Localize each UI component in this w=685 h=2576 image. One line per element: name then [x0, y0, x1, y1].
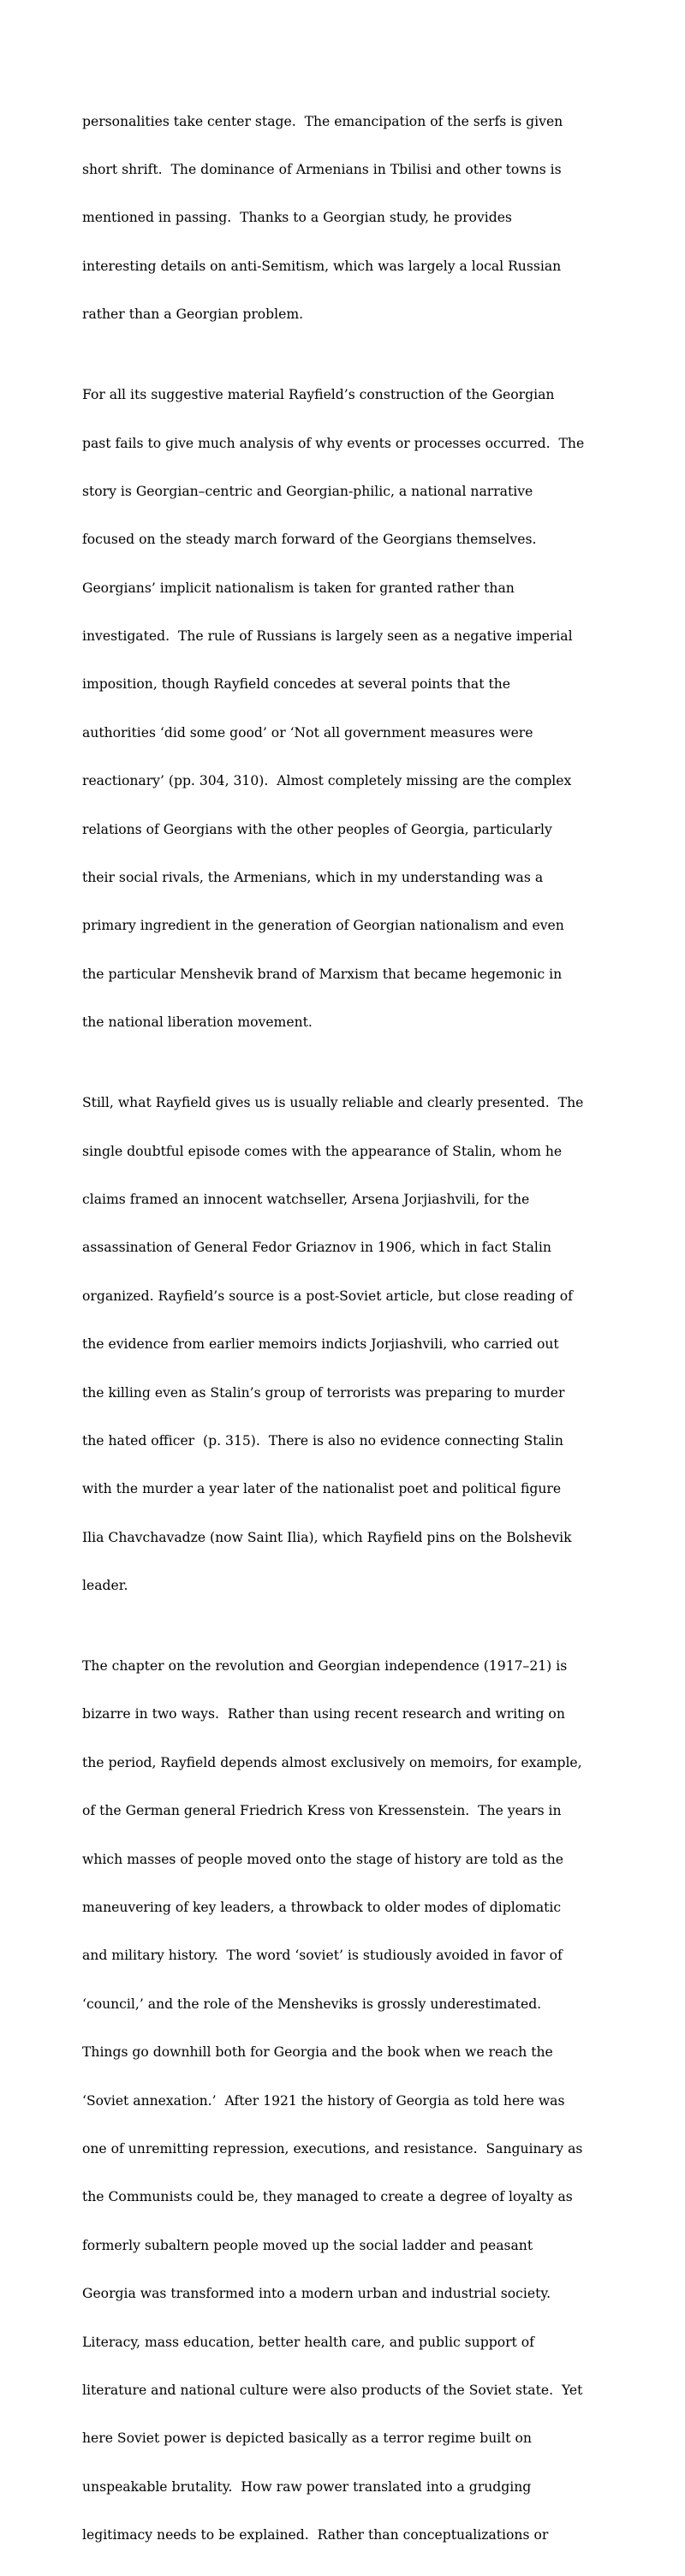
- text-line: organized. Rayfield’s source is a post-Soviet article, but close reading of: [82, 1288, 573, 1304]
- text-line: their social rivals, the Armenians, which in my understanding was a: [82, 870, 544, 886]
- text-line: the hated officer (p. 315). There is also no evidence connecting Stalin: [82, 1432, 563, 1449]
- text-line: leader.: [82, 1578, 128, 1594]
- text-line: the national liberation movement.: [82, 1014, 313, 1031]
- text-line: mentioned in passing. Thanks to a Georgian study, he provides: [82, 210, 512, 226]
- text-line: literature and national culture were also products of the Soviet state. Yet: [82, 2382, 583, 2398]
- paragraph-4: [82, 1627, 606, 2576]
- text-line: imposition, though Rayfield concedes at several points that the: [82, 676, 510, 693]
- text-line: single doubtful episode comes with the appearance of Stalin, whom he: [82, 1143, 563, 1159]
- text-line: interesting details on anti-Semitism, which was largely a local Russian: [82, 258, 562, 274]
- text-line: Ilia Chavchavadze (now Saint Ilia), which Rayfield pins on the Bolshevik: [82, 1529, 572, 1545]
- paragraph-2: [82, 355, 606, 1063]
- text-line: ‘Soviet annexation.’ After 1921 the history of Georgia as told here was: [82, 2092, 565, 2109]
- text-line: here Soviet power is depicted basically as a terror regime built on: [82, 2430, 532, 2447]
- text-line: Georgia was transformed into a modern urban and industrial society.: [82, 2286, 551, 2302]
- text-line: relations of Georgians with the other peoples of Georgia, particularly: [82, 821, 552, 837]
- text-line: formerly subaltern people moved up the social ladder and peasant: [82, 2237, 533, 2253]
- text-line: Things go downhill both for Georgia and the book when we reach the: [82, 2044, 553, 2061]
- text-line: The chapter on the revolution and Georgian independence (1917–21) is: [82, 1658, 568, 1675]
- text-line: Still, what Rayfield gives us is usually reliable and clearly presented. The: [82, 1095, 584, 1111]
- document-page: [82, 81, 606, 2576]
- text-line: and military history. The word ‘soviet’ is studiously avoided in favor of: [82, 1948, 563, 1964]
- text-line: one of unremitting repression, executions, and resistance. Sanguinary as: [82, 2141, 583, 2157]
- text-line: reactionary’ (pp. 304, 310). Almost completely missing are the complex: [82, 773, 572, 789]
- text-line: past fails to give much analysis of why events or processes occurred. The: [82, 435, 585, 451]
- text-line: short shrift. The dominance of Armenians in Tbilisi and other towns is: [82, 161, 562, 177]
- text-line: the period, Rayfield depends almost exclusively on memoirs, for example,: [82, 1754, 582, 1770]
- text-line: of the German general Friedrich Kress von Kressenstein. The years in: [82, 1803, 562, 1819]
- text-line: Literacy, mass education, better health care, and public support of: [82, 2334, 534, 2350]
- text-line: personalities take center stage. The emancipation of the serfs is given: [82, 113, 563, 129]
- text-line: the particular Menshevik brand of Marxism that became hegemonic in: [82, 966, 563, 982]
- text-line: assassination of General Fedor Griaznov in 1906, which in fact Stalin: [82, 1240, 551, 1256]
- text-line: claims framed an innocent watchseller, Arsena Jorjiashvili, for the: [82, 1191, 530, 1207]
- text-line: the Communists could be, they managed to create a degree of loyalty as: [82, 2189, 573, 2205]
- text-line: focused on the steady march forward of the Georgians themselves.: [82, 532, 537, 548]
- paragraph-3: [82, 1063, 606, 1627]
- text-line: with the murder a year later of the nationalist poet and political figure: [82, 1481, 562, 1497]
- text-line: ‘council,’ and the role of the Mensheviks is grossly underestimated.: [82, 1996, 542, 2012]
- text-line: which masses of people moved onto the stage of history are told as the: [82, 1851, 564, 1867]
- text-line: story is Georgian–centric and Georgian-philic, a national narrative: [82, 483, 533, 499]
- text-line: the evidence from earlier memoirs indicts Jorjiashvili, who carried out: [82, 1336, 559, 1353]
- text-line: the killing even as Stalin’s group of terrorists was preparing to murder: [82, 1384, 565, 1401]
- text-line: investigated. The rule of Russians is largely seen as a negative imperial: [82, 628, 573, 645]
- text-line: bizarre in two ways. Rather than using recent research and writing on: [82, 1706, 565, 1722]
- text-line: primary ingredient in the generation of Georgian nationalism and even: [82, 918, 564, 934]
- text-line: unspeakable brutality. How raw power translated into a grudging: [82, 2478, 532, 2495]
- text-line: rather than a Georgian problem.: [82, 306, 304, 323]
- text-line: authorities ‘did some good’ or ‘Not all government measures were: [82, 724, 533, 741]
- text-line: For all its suggestive material Rayfield’s construction of the Georgian: [82, 387, 555, 403]
- paragraph-1: [82, 81, 606, 355]
- text-line: legitimacy needs to be explained. Rather than conceptualizations or: [82, 2527, 549, 2543]
- text-line: maneuvering of key leaders, a throwback to older modes of diplomatic: [82, 1900, 562, 1916]
- text-line: Georgians’ implicit nationalism is taken for granted rather than: [82, 580, 515, 596]
